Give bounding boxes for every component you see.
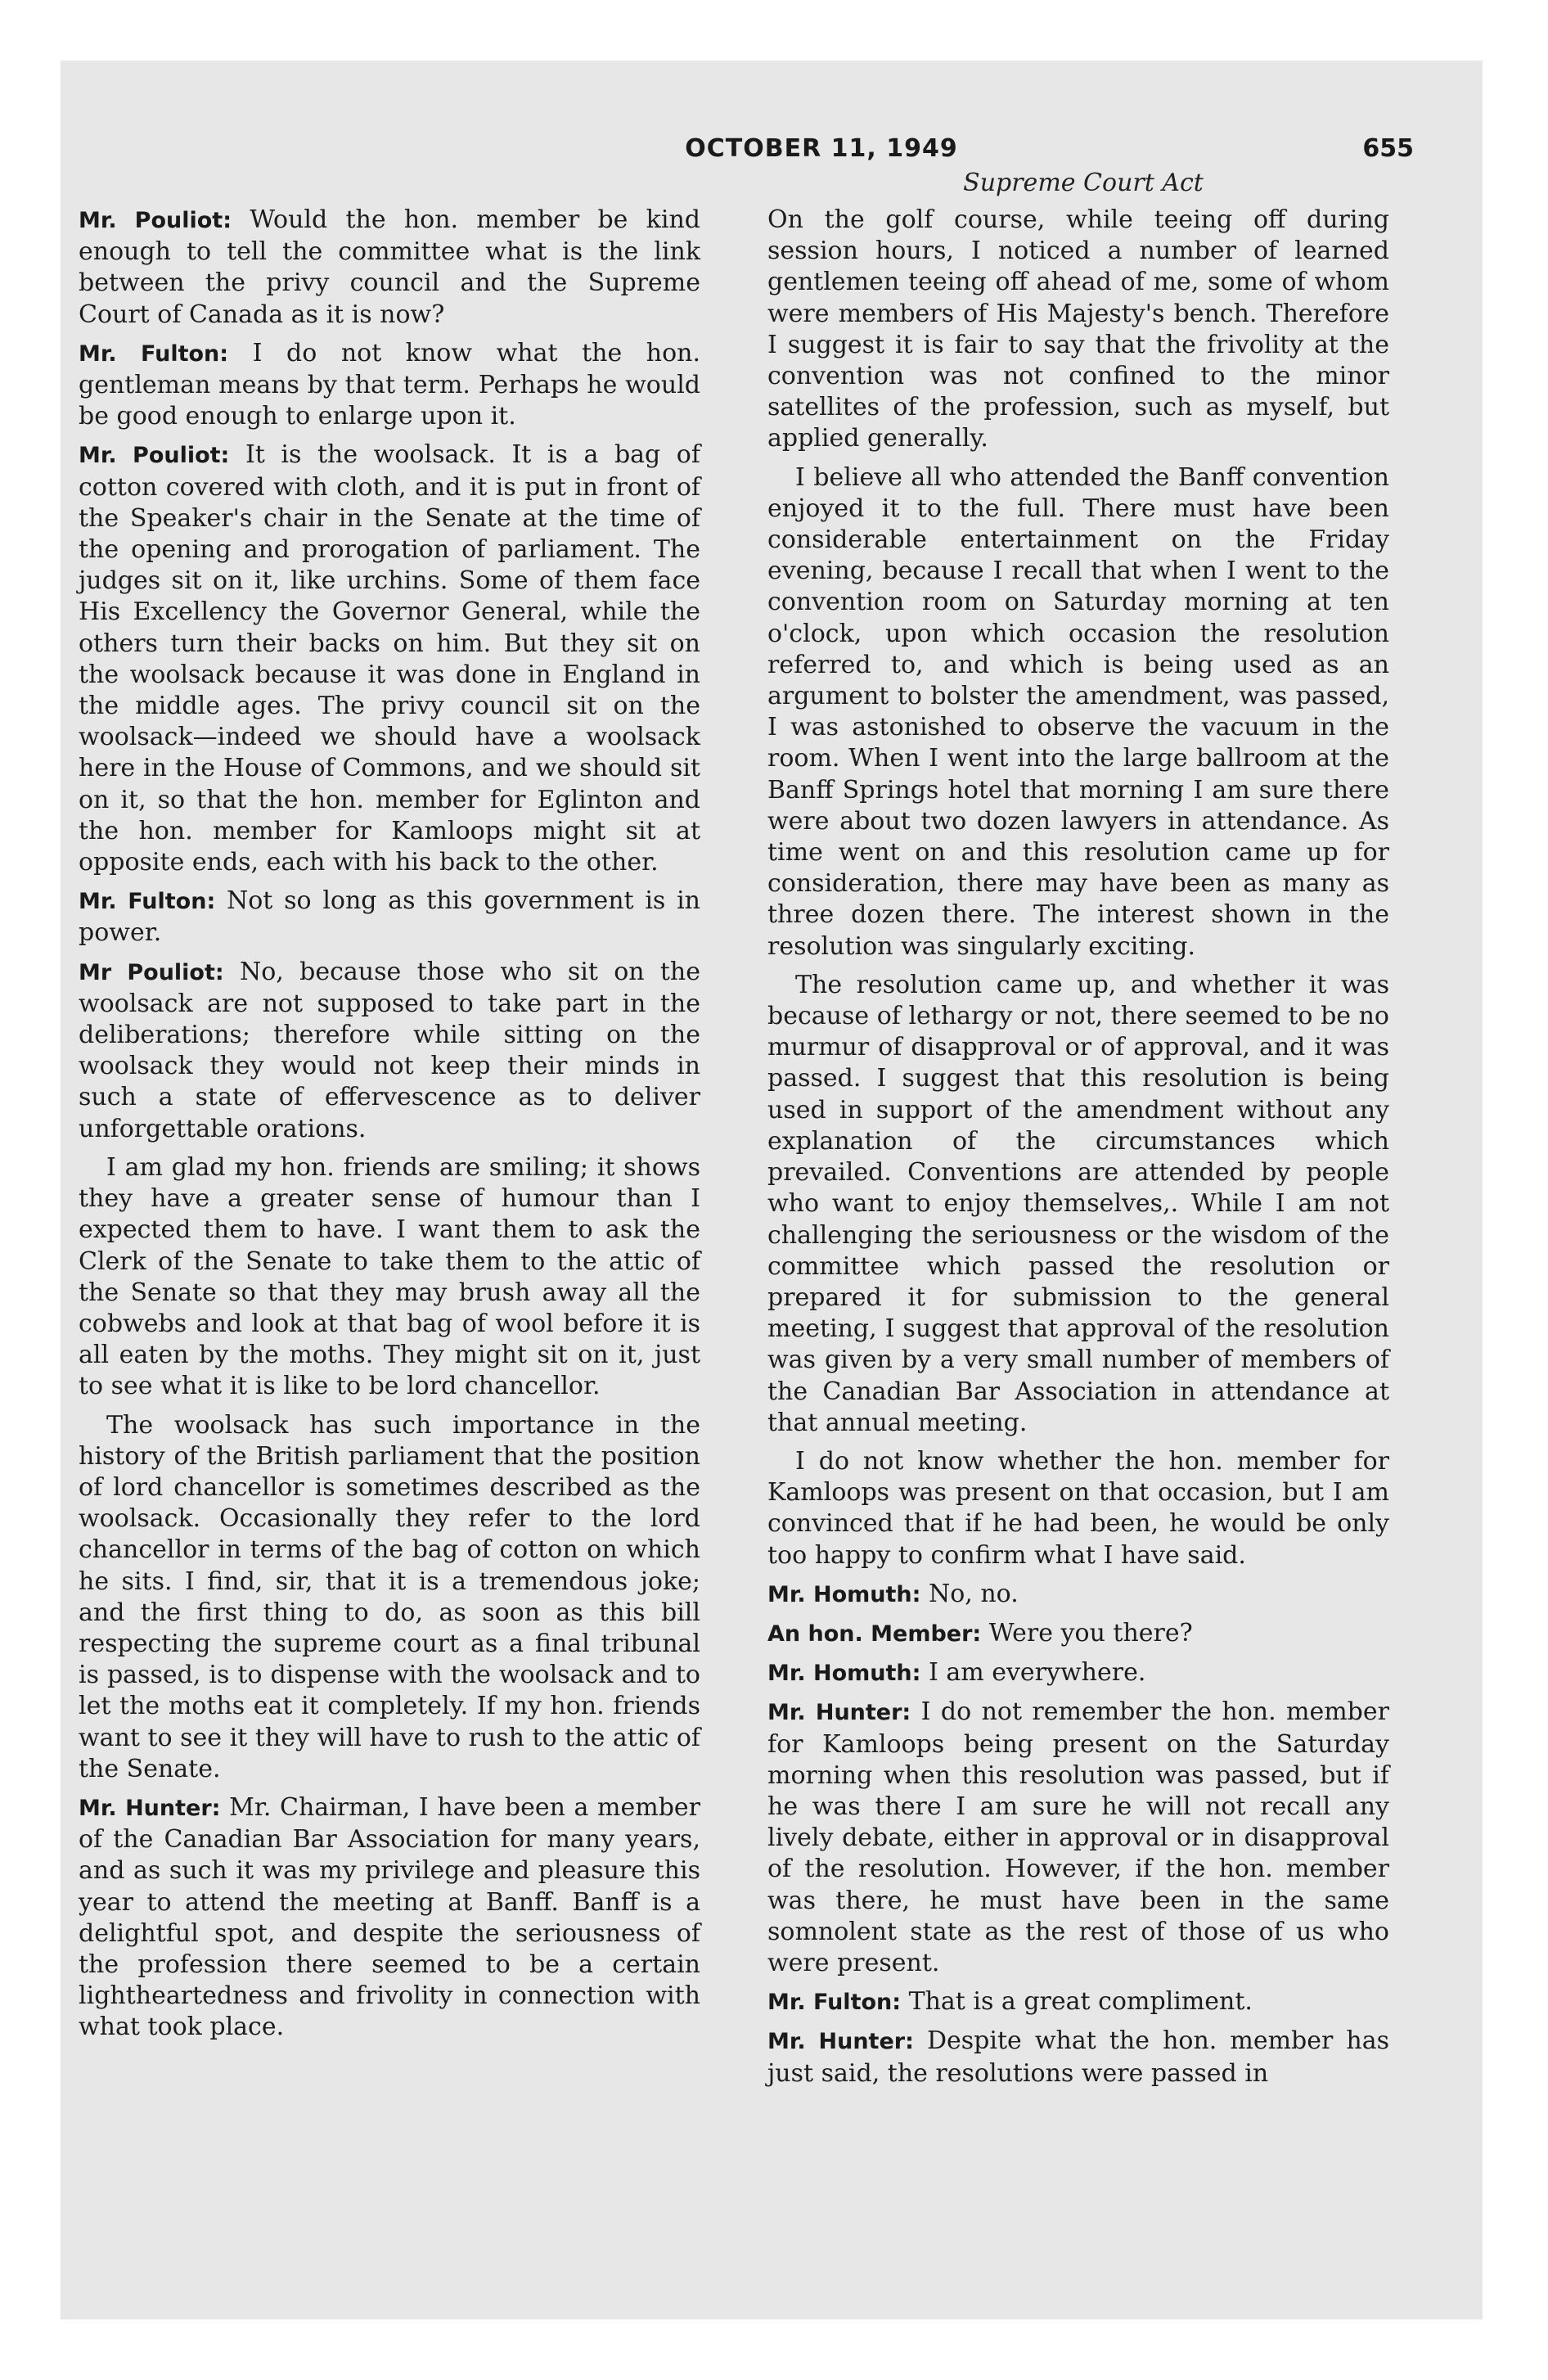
paragraph	[79, 886, 700, 949]
paragraph	[767, 1618, 1389, 1650]
speaker-name: Mr Pouliot:	[79, 959, 224, 985]
paragraph	[767, 1697, 1389, 1979]
speaker-name: Mr. Fulton:	[79, 889, 216, 915]
page-sheet	[61, 61, 1483, 2319]
paragraph-text: Not so long as this government is in power.	[79, 886, 700, 948]
paragraph-text: No, no.	[928, 1579, 1019, 1608]
paragraph	[767, 1579, 1389, 1611]
paragraph	[767, 1986, 1389, 2018]
paragraph	[79, 439, 700, 878]
right-column	[767, 205, 1389, 2097]
speaker-name: An hon. Member:	[767, 1620, 982, 1647]
paragraph-text: Would the hon. member be kind enough to tell the committee what is the link between the privy council and the Supreme Court of Canada as it is now?	[79, 205, 700, 329]
paragraph-text: I do not remember the hon. member for Kamloops being present on the Saturday morning when this resolution was passed, but if he was there I am sure he will not recall any lively debate, either in approval or in disapproval of the resolution. However, if the hon. member was there, he must have been in the same somnolent state as the rest of those of us who were present.	[767, 1697, 1389, 1977]
speaker-name: Mr. Pouliot:	[79, 443, 230, 469]
speaker-name: Mr. Hunter:	[79, 1795, 221, 1821]
paragraph	[767, 970, 1389, 1439]
paragraph-text: Despite what the hon. member has just said, the resolutions were passed in	[767, 2026, 1389, 2088]
page-date-header: OCTOBER 11, 1949	[685, 134, 958, 163]
paragraph-text: It is the woolsack. It is a bag of cotton covered with cloth, and it is put in front of the Speaker's chair in the Senate at the time of the opening and prorogation of parliament. The judges sit on it, like urchins. Some of them face His Excellency the Governor General, while the others turn their backs on him. But they sit on the woolsack because it was done in England in the middle ages. The privy council sit on the woolsack—indeed we should have a woolsack here in the House of Commons, and we should sit on it, so that the hon. member for Eglinton and the hon. member for Kamloops might sit at opposite ends, each with his back to the other.	[79, 440, 700, 877]
paragraph	[767, 205, 1389, 455]
paragraph-text: The woolsack has such importance in the history of the British parliament that the position of lord chancellor is sometimes described as the woolsack. Occasionally they refer to the lord chancellor in terms of the bag of cotton on which he sits. I find, sir, that it is a tremendous joke; and the first thing to do, as soon as this bill respecting the supreme court as a final tribunal is passed, is to dispense with the woolsack and to let the moths eat it completely. If my hon. friends want to see it they will have to rush to the attic of the Senate.	[79, 1410, 700, 1783]
paragraph-text: No, because those who sit on the woolsack are not supposed to take part in the deliberations; therefore while sitting on the woolsack they would not keep their minds in such a state of effervescence as to deliver unforgettable orations.	[79, 957, 701, 1143]
paragraph	[79, 957, 700, 1145]
paragraph-text: I believe all who attended the Banff convention enjoyed it to the full. There must have been considerable entertainment on the Friday evening, because I recall that when I went to the convention room on Saturday morning at ten o'clock, upon which occasion the resolution referred to, and which is being used as an argument to bolster the amendment, was passed, I was astonished to observe the vacuum in the room. When I went into the large ballroom at the Banff Springs hotel that morning I am sure there were about two dozen lawyers in attendance. As time went on and this resolution came up for consideration, there may have been as many as three dozen there. The interest shown in the resolution was singularly exciting.	[767, 462, 1389, 961]
paragraph	[767, 1657, 1389, 1689]
paragraph-text: On the golf course, while teeing off during session hours, I noticed a number of learned gentlemen teeing off ahead of me, some of whom were members of His Majesty's bench. Therefore I suggest it is fair to say that the frivolity at the convention was not confined to the minor satellites of the profession, such as myself, but applied generally.	[767, 205, 1389, 453]
paragraph	[79, 205, 700, 331]
paragraph	[767, 1446, 1389, 1571]
section-title: Supreme Court Act	[963, 169, 1204, 197]
paragraph-text: I do not know what the hon. gentleman means by that term. Perhaps he would be good enough to enlarge upon it.	[79, 338, 700, 431]
speaker-name: Mr. Homuth:	[767, 1661, 921, 1687]
paragraph-text: That is a great compliment.	[908, 1987, 1253, 2017]
paragraph-text: I am everywhere.	[928, 1658, 1146, 1688]
paragraph	[79, 1792, 700, 2044]
paragraph	[767, 462, 1389, 962]
speaker-name: Mr. Pouliot:	[79, 208, 232, 233]
paragraph	[767, 2026, 1389, 2089]
left-column	[79, 205, 700, 2051]
paragraph-text: The resolution came up, and whether it was because of lethargy or not, there seemed to be no murmur of disapproval or of approval, and it was passed. I suggest that this resolution is being used in support of the amendment without any explanation of the circumstances which prevailed. Conventions are attended by people who want to enjoy themselves,. While I am not challenging the seriousness or the wisdom of the committee which passed the resolution or prepared it for submission to the general meeting, I suggest that approval of the resolution was given by a very small number of members of the Canadian Bar Association in attendance at that annual meeting.	[767, 970, 1389, 1437]
speaker-name: Mr. Hunter:	[767, 1700, 911, 1726]
paragraph-text: I am glad my hon. friends are smiling; it shows they have a greater sense of humour than I expected them to have. I want them to ask the Clerk of the Senate to take them to the attic of the Senate so that they may brush away all the cobwebs and look at that bag of wool before it is all eaten by the moths. They might sit on it, just to see what it is like to be lord chancellor.	[79, 1152, 700, 1401]
page-number: 655	[1362, 134, 1414, 163]
paragraph-text: Mr. Chairman, I have been a member of the Canadian Bar Association for many years, and as such it was my privilege and pleasure this year to attend the meeting at Banff. Banff is a delightful spot, and despite the seriousness of the profession there seemed to be a certain lightheartedness and frivolity in connection with what took place.	[79, 1792, 700, 2042]
paragraph	[79, 1410, 700, 1785]
paragraph-text: I do not know whether the hon. member for Kamloops was present on that occasion, but I am convinced that if he had been, he would be only too happy to confirm what I have said.	[767, 1446, 1389, 1570]
paragraph	[79, 1152, 700, 1403]
speaker-name: Mr. Fulton:	[767, 1990, 902, 2016]
paragraph	[79, 338, 700, 433]
paragraph-text: Were you there?	[988, 1618, 1193, 1648]
speaker-name: Mr. Fulton:	[79, 340, 229, 367]
speaker-name: Mr. Homuth:	[767, 1581, 921, 1607]
speaker-name: Mr. Hunter:	[767, 2029, 914, 2055]
